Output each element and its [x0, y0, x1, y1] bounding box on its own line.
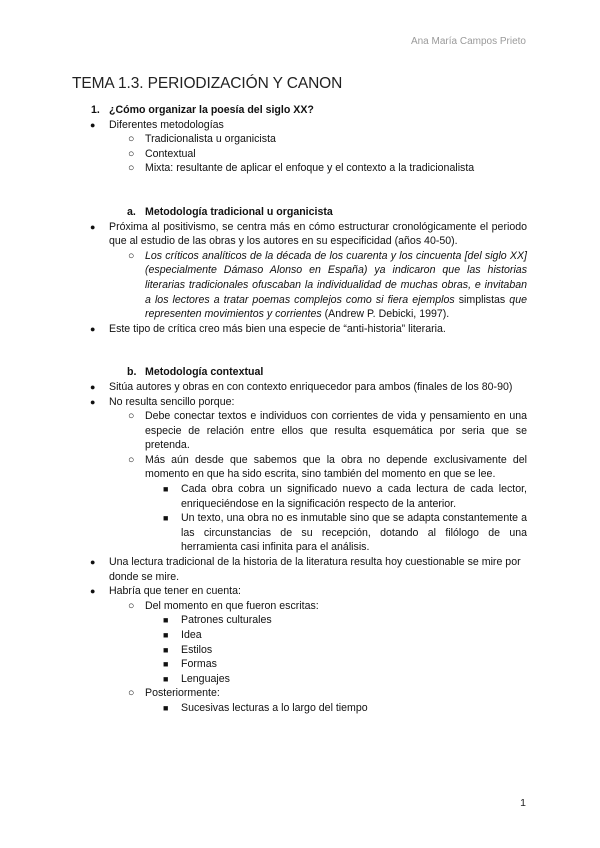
list-item-text: Habría que tener en cuenta:	[109, 585, 241, 598]
section-heading	[0, 103, 600, 118]
square-bullet-icon: ■	[163, 673, 169, 684]
quote-text	[145, 249, 527, 322]
bullet-icon: ●	[90, 396, 96, 407]
list-item	[0, 147, 600, 162]
circle-bullet-icon: ○	[128, 133, 135, 146]
list-item	[0, 511, 527, 555]
list-item	[0, 380, 527, 395]
square-bullet-icon: ■	[163, 644, 169, 655]
list-item	[0, 701, 600, 716]
list-item-text: Un texto, una obra no es inmutable sino que se adapta constantemente a las circunstancias de su recepción, dotando al filólogo de una herramienta casi infinita para el análisis.	[181, 512, 527, 554]
list-item-text: Formas	[181, 658, 217, 671]
list-item-text: Patrones culturales	[181, 614, 272, 627]
list-item	[0, 161, 600, 176]
list-item-text: Sucesivas lecturas a lo largo del tiempo	[181, 701, 368, 714]
list-item	[0, 643, 600, 658]
list-item	[0, 409, 527, 453]
document-title: TEMA 1.3. PERIODIZACIÓN Y CANON	[72, 75, 343, 92]
list-item	[0, 686, 600, 701]
circle-bullet-icon: ○	[128, 162, 135, 175]
list-item-text: Próxima al positivismo, se centra más en cómo estructurar cronológicamente el periodo que al estudio de las obras y los autores en su especificidad (años 40-50).	[109, 220, 527, 248]
section-number: 1.	[91, 104, 100, 116]
list-item-text: Contextual	[145, 147, 196, 160]
circle-bullet-icon: ○	[128, 410, 135, 423]
list-item-text: No resulta sencillo porque:	[109, 395, 235, 408]
circle-bullet-icon: ○	[128, 147, 135, 160]
list-item	[0, 613, 600, 628]
subsection-letter: b.	[127, 366, 137, 379]
subsection-heading-text: Metodología tradicional u organicista	[145, 205, 333, 218]
bullet-icon: ●	[90, 323, 96, 334]
subsection-letter: a.	[127, 205, 136, 218]
bullet-icon: ●	[90, 586, 96, 597]
subsection-heading	[0, 205, 600, 220]
quote-italic: Los críticos analíticos de la década de los cuarenta y los cincuenta [del siglo XX] (especialmente Dámaso Alonso en España) ya indicaron que las historias literarias tradicionales ofuscaban la individualidad de muchas obras, e invitaban a los lectores a tratar poemas complejos como si fiera ejemplos	[145, 249, 527, 306]
list-item	[0, 657, 600, 672]
list-item-text: Cada obra cobra un significado nuevo a cada lectura de cada lector, enriqueciéndose en la significación respecto de la anterior.	[181, 483, 527, 510]
list-item	[0, 220, 527, 249]
square-bullet-icon: ■	[163, 615, 169, 626]
document-body	[0, 103, 600, 716]
list-item	[0, 322, 600, 337]
list-item-text: Tradicionalista u organicista	[145, 133, 276, 146]
list-item-text: Este tipo de crítica creo más bien una especie de “anti-historia” literaria.	[109, 322, 446, 335]
circle-bullet-icon: ○	[128, 687, 135, 700]
square-bullet-icon: ■	[163, 484, 169, 495]
list-item-text: Estilos	[181, 643, 213, 656]
quote-italic-end: que representen movimientos y corrientes	[145, 293, 527, 321]
page-number: 1	[520, 797, 526, 809]
circle-bullet-icon: ○	[128, 599, 135, 612]
quote-plain: simplistas	[458, 293, 506, 306]
bullet-icon: ●	[90, 221, 96, 232]
list-item-text: Posteriormente:	[145, 687, 220, 700]
list-item	[0, 628, 600, 643]
list-item-text: Diferentes metodologías	[109, 118, 224, 131]
section-heading-text: ¿Cómo organizar la poesía del siglo XX?	[109, 104, 314, 116]
list-item-text: Debe conectar textos e individuos con corrientes de vida y pensamiento en una especie de relación entre ellos que resulta esquemática por seria que se pretenda.	[145, 410, 527, 452]
square-bullet-icon: ■	[163, 702, 169, 713]
list-item	[0, 672, 600, 687]
square-bullet-icon: ■	[163, 513, 169, 524]
list-item-text: Mixta: resultante de aplicar el enfoque y el contexto a la tradicionalista	[145, 162, 475, 175]
quote-item	[0, 249, 527, 322]
square-bullet-icon: ■	[163, 630, 169, 640]
list-item-text: Idea	[181, 629, 202, 641]
list-item	[0, 599, 600, 614]
list-item	[0, 584, 600, 599]
list-item	[0, 482, 527, 511]
list-item	[0, 395, 600, 410]
list-item-text: Más aún desde que sabemos que la obra no depende exclusivamente del momento en que ha sido escrita, sino también del momento en que se lee.	[145, 453, 527, 481]
circle-bullet-icon: ○	[128, 453, 135, 466]
list-item-text: Sitúa autores y obras en con contexto enriquecedor para ambos (finales de los 80-90)	[109, 380, 513, 393]
circle-bullet-icon: ○	[128, 249, 135, 262]
list-item-text: Del momento en que fueron escritas:	[145, 599, 319, 612]
list-item-text: Una lectura tradicional de la historia de la literatura resulta hoy cuestionable se mire por donde se mire.	[109, 556, 521, 583]
square-bullet-icon: ■	[163, 659, 169, 670]
list-item	[0, 453, 527, 482]
list-item	[0, 132, 600, 147]
quote-source: (Andrew P. Debicki, 1997).	[324, 308, 450, 321]
subsection-heading	[0, 365, 600, 380]
header-author: Ana María Campos Prieto	[410, 36, 526, 47]
bullet-icon: ●	[90, 557, 96, 568]
bullet-icon: ●	[90, 381, 96, 392]
list-item-text: Lenguajes	[181, 672, 230, 685]
list-item	[0, 555, 527, 584]
list-item	[0, 118, 600, 133]
bullet-icon: ●	[90, 119, 96, 130]
subsection-heading-text: Metodología contextual	[145, 366, 264, 379]
